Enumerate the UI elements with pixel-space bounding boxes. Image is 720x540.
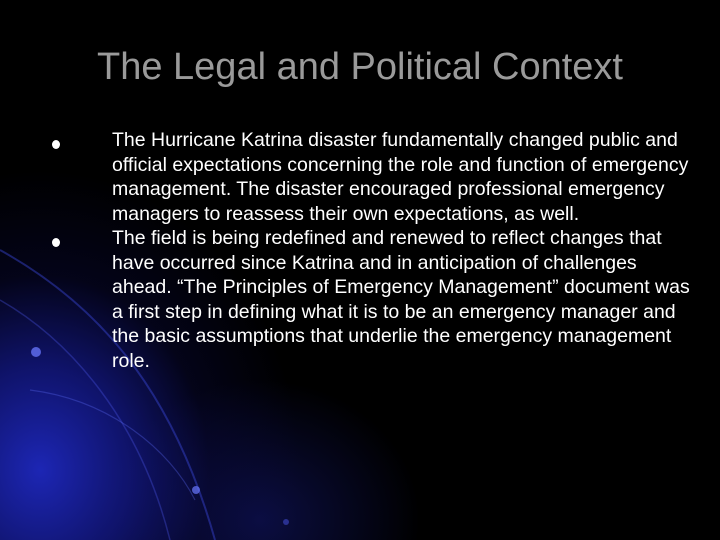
bullet-item xyxy=(52,128,692,226)
bullet-list xyxy=(52,128,692,373)
decorative-orb xyxy=(283,519,289,525)
bullet-item xyxy=(52,226,692,373)
decorative-orb xyxy=(192,486,200,494)
bullet-dot-icon xyxy=(52,238,60,247)
decorative-orb xyxy=(31,347,41,357)
bullet-text: The Hurricane Katrina disaster fundamentally changed public and official expectations concerning the role and function of emergency management. The disaster encouraged professional emergency managers to reassess their own expectations, as well. xyxy=(112,129,689,225)
bullet-dot-icon xyxy=(52,140,60,149)
slide-title: The Legal and Political Context xyxy=(97,46,623,88)
bullet-text: The field is being redefined and renewed to reflect changes that have occurred since Katrina and in anticipation of challenges ahead. “The Principles of Emergency Management” document was a first step in defining what it is to be an emergency manager and the basic assumptions that underlie the emergency management role. xyxy=(112,227,690,372)
